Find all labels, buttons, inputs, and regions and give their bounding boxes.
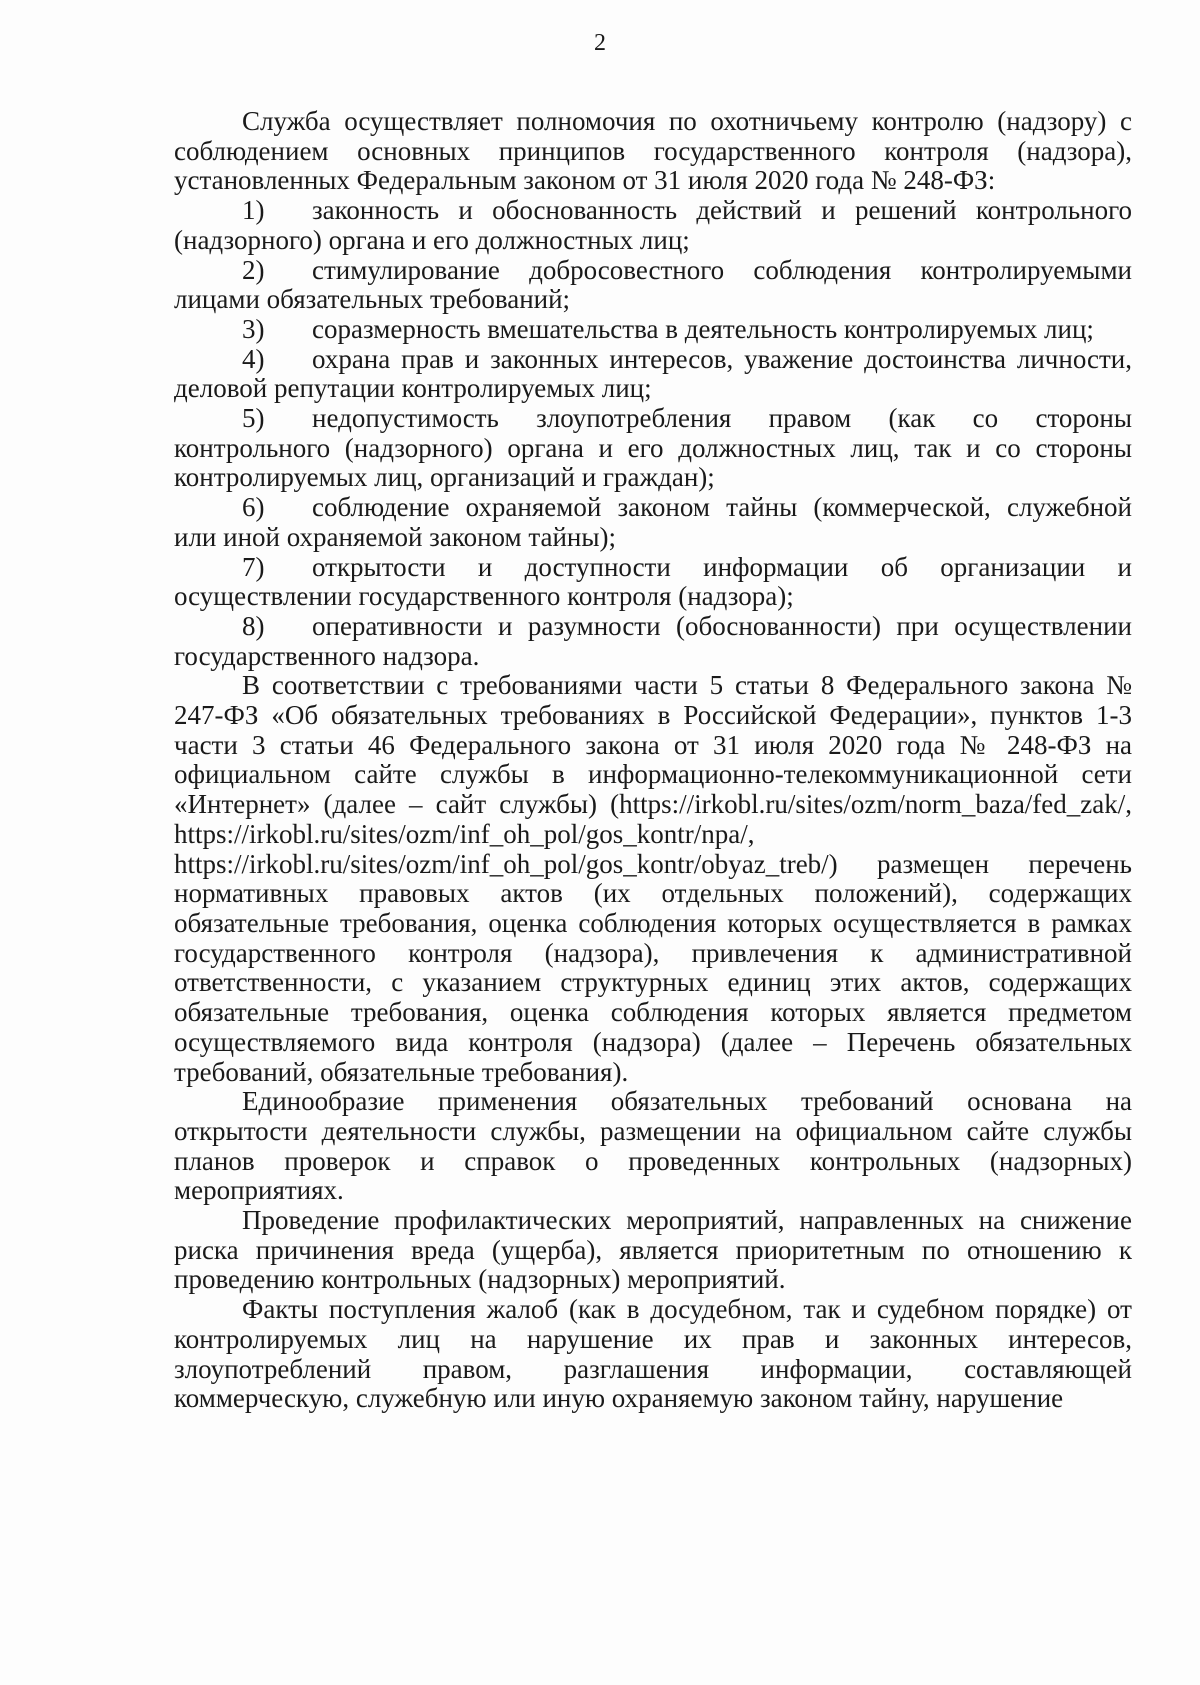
principle-text: недопустимость злоупотребления правом (как со стороны контрольного (надзорного) органа и его должностных лиц, так и со стороны контролируемых лиц, организаций и граждан);	[174, 403, 1132, 493]
intro-paragraph: Служба осуществляет полномочия по охотничьему контролю (надзору) с соблюдением основных принципов государственного контроля (надзора), установленных Федеральным законом от 31 июля 2020 года № 248-ФЗ:	[174, 106, 1132, 196]
document-body	[174, 107, 1132, 1414]
principle-item-8	[174, 612, 1132, 671]
principle-number: 1)	[242, 195, 265, 226]
paragraph-requirements-list: В соответствии с требованиями части 5 статьи 8 Федерального закона № 247-ФЗ «Об обязательных требованиях в Российской Федерации», пунктов 1-3 части 3 статьи 46 Федерального закона от 31 июля 2020 года № 248-ФЗ на официальном сайте службы в информационно-телекоммуникационной сети «Интернет» (далее – сайт службы) (https://irkobl.ru/sites/ozm/norm_baza/fed_zak/, https://irkobl.ru/sites/ozm/inf_oh_pol/gos_kontr/npa/, https://irkobl.ru/sites/ozm/inf_oh_pol/gos_kontr/obyaz_treb/) размещен перечень нормативных правовых актов (их отдельных положений), содержащих обязательные требования, оценка соблюдения которых осуществляется в рамках государственного контроля (надзора), привлечения к административной ответственности, с указанием структурных единиц этих актов, содержащих обязательные требования, оценка соблюдения которых является предметом осуществляемого вида контроля (надзора) (далее – Перечень обязательных требований, обязательные требования).	[174, 670, 1132, 1087]
principle-item-5	[174, 404, 1132, 493]
principle-number: 4)	[242, 343, 265, 374]
paragraph-complaints: Факты поступления жалоб (как в досудебном, так и судебном порядке) от контролируемых лиц на нарушение их прав и законных интересов, злоупотреблений правом, разглашения информации, составляющей коммерческую, служебную или иную охраняемую законом тайну, нарушение	[174, 1294, 1132, 1414]
page-number: 2	[594, 30, 606, 56]
principle-text: оперативности и разумности (обоснованности) при осуществлении государственного надзора.	[174, 610, 1132, 671]
paragraph-prevention: Проведение профилактических мероприятий, направленных на снижение риска причинения вреда (ущерба), является приоритетным по отношению к проведению контрольных (надзорных) мероприятий.	[174, 1205, 1132, 1295]
principle-item-1	[174, 196, 1132, 255]
principle-item-2	[174, 256, 1132, 315]
principle-number: 5)	[242, 403, 265, 434]
principle-item-7	[174, 553, 1132, 612]
principle-number: 8)	[242, 610, 265, 641]
principle-text: открытости и доступности информации об организации и осуществлении государственного контроля (надзора);	[174, 551, 1132, 612]
principle-item-3	[174, 315, 1132, 345]
paragraph-uniformity: Единообразие применения обязательных требований основана на открытости деятельности службы, размещении на официальном сайте службы планов проверок и справок о проведенных контрольных (надзорных) мероприятиях.	[174, 1086, 1132, 1206]
principles-list	[174, 196, 1132, 671]
principle-text: соразмерность вмешательства в деятельность контролируемых лиц;	[312, 313, 1094, 344]
principle-item-4	[174, 345, 1132, 404]
principle-text: соблюдение охраняемой законом тайны (коммерческой, служебной или иной охраняемой законом тайны);	[174, 492, 1132, 552]
principle-text: законность и обоснованность действий и решений контрольного (надзорного) органа и его должностных лиц;	[174, 195, 1132, 255]
principle-text: стимулирование добросовестного соблюдения контролируемыми лицами обязательных требований;	[174, 254, 1132, 315]
principle-number: 6)	[242, 492, 265, 523]
principle-number: 2)	[242, 254, 265, 285]
principle-item-6	[174, 493, 1132, 552]
principle-number: 3)	[242, 313, 265, 344]
principle-number: 7)	[242, 551, 265, 582]
principle-text: охрана прав и законных интересов, уважение достоинства личности, деловой репутации контролируемых лиц;	[174, 343, 1132, 404]
